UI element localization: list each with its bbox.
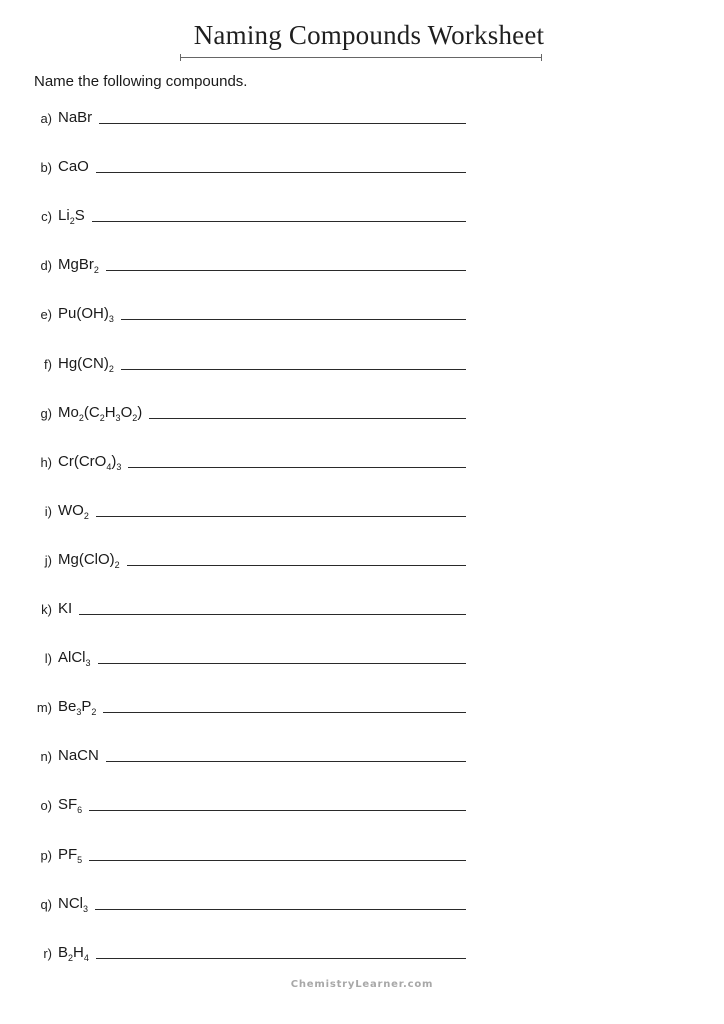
compound-item <box>0 158 724 188</box>
item-letter: a) <box>40 111 52 126</box>
compound-formula: $B_2H_4$ <box>58 944 89 963</box>
compound-item <box>0 600 724 630</box>
item-letter: r) <box>43 946 52 961</box>
item-letter: q) <box>40 897 52 912</box>
compound-formula: $Cr(CrO_4)_3$ <box>58 453 122 472</box>
instructions-text: Name the following compounds. <box>34 73 248 90</box>
compound-item <box>0 453 724 483</box>
item-letter: m) <box>36 700 52 715</box>
answer-line[interactable] <box>106 761 466 762</box>
answer-line[interactable] <box>121 319 466 320</box>
answer-line[interactable] <box>79 614 466 615</box>
answer-line[interactable] <box>92 221 466 222</box>
answer-line[interactable] <box>89 810 466 811</box>
compound-formula: $Be_3P_2$ <box>58 698 97 717</box>
compound-item <box>0 895 724 925</box>
compound-formula: $WO_2$ <box>58 502 89 521</box>
answer-line[interactable] <box>98 663 466 664</box>
item-letter: g) <box>40 406 52 421</box>
item-letter: f) <box>44 357 52 372</box>
compound-formula: KI <box>58 600 73 617</box>
item-letter: l) <box>44 651 52 666</box>
item-letter: c) <box>41 209 52 224</box>
footer-watermark: ChemistryLearner.com <box>290 979 434 990</box>
answer-line[interactable] <box>103 712 466 713</box>
compound-item <box>0 649 724 679</box>
compound-item <box>0 256 724 286</box>
compound-formula: NaCN <box>58 747 99 764</box>
item-letter: e) <box>40 307 52 322</box>
item-letter: b) <box>40 160 52 175</box>
answer-line[interactable] <box>149 418 466 419</box>
compound-item <box>0 502 724 532</box>
compound-item <box>0 846 724 876</box>
compound-formula: $Hg(CN)_2$ <box>58 355 114 374</box>
item-letter: k) <box>41 602 52 617</box>
compound-formula: NaBr <box>58 109 93 126</box>
item-letter: p) <box>40 848 52 863</box>
compound-formula: AlCl$_3$ <box>58 649 91 668</box>
answer-line[interactable] <box>106 270 466 271</box>
item-letter: j) <box>44 553 52 568</box>
compound-formula: $PF_5$ <box>58 846 83 865</box>
item-letter: h) <box>40 455 52 470</box>
compound-formula: $Mo_2(C_2H_3O_2)$ <box>58 404 143 423</box>
compound-formula: MgBr$_2$ <box>58 256 99 275</box>
compound-formula: NCl$_3$ <box>58 895 89 914</box>
compound-item <box>0 109 724 139</box>
item-letter: n) <box>40 749 52 764</box>
answer-line[interactable] <box>99 123 466 124</box>
item-letter: i) <box>44 504 52 519</box>
compound-item <box>0 207 724 237</box>
compound-formula: $Li_2S$ <box>58 207 85 226</box>
item-letter: o) <box>40 798 52 813</box>
page-title: Naming Compounds Worksheet <box>193 20 545 50</box>
answer-line[interactable] <box>96 516 466 517</box>
answer-line[interactable] <box>96 958 466 959</box>
compound-formula: $Mg(ClO)_2$ <box>58 551 120 570</box>
answer-line[interactable] <box>128 467 466 468</box>
compound-item <box>0 747 724 777</box>
compound-item <box>0 305 724 335</box>
compound-item <box>0 944 724 974</box>
compound-item <box>0 796 724 826</box>
compound-item <box>0 551 724 581</box>
title-underline <box>180 57 542 58</box>
compound-formula: $Pu(OH)_3$ <box>58 305 114 324</box>
compound-item <box>0 698 724 728</box>
compound-item <box>0 355 724 385</box>
answer-line[interactable] <box>89 860 466 861</box>
answer-line[interactable] <box>127 565 466 566</box>
compound-formula: CaO <box>58 158 89 175</box>
worksheet-header <box>0 20 724 51</box>
answer-line[interactable] <box>121 369 466 370</box>
item-letter: d) <box>40 258 52 273</box>
answer-line[interactable] <box>95 909 466 910</box>
compound-item <box>0 404 724 434</box>
compound-formula: $SF_6$ <box>58 796 83 815</box>
answer-line[interactable] <box>96 172 466 173</box>
